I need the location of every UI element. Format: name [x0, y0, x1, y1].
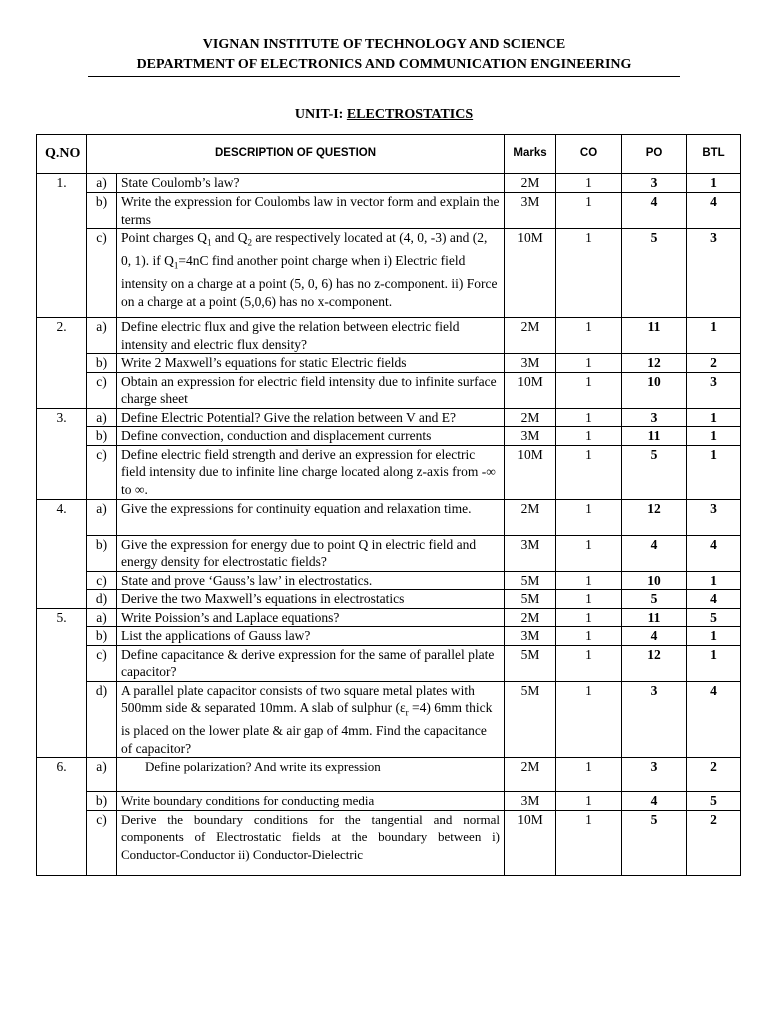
table-row — [37, 681, 741, 758]
btl-cell: 4 — [687, 535, 741, 571]
marks-cell: 2M — [505, 174, 556, 193]
marks-cell: 2M — [505, 608, 556, 627]
co-cell: 1 — [556, 792, 622, 811]
marks-cell: 3M — [505, 193, 556, 229]
sub-label: d) — [87, 590, 117, 609]
marks-cell: 2M — [505, 408, 556, 427]
po-cell: 3 — [622, 174, 687, 193]
table-row — [37, 372, 741, 408]
sub-label: b) — [87, 792, 117, 811]
po-cell: 3 — [622, 408, 687, 427]
co-cell: 1 — [556, 758, 622, 792]
po-cell: 5 — [622, 229, 687, 318]
btl-cell: 2 — [687, 354, 741, 373]
co-cell: 1 — [556, 372, 622, 408]
table-row — [37, 193, 741, 229]
question-text: Obtain an expression for electric field intensity due to infinite surface charge sheet — [117, 372, 505, 408]
marks-cell: 10M — [505, 810, 556, 875]
sub-label: a) — [87, 318, 117, 354]
subscript: 2 — [247, 237, 252, 248]
co-cell: 1 — [556, 645, 622, 681]
sub-label: a) — [87, 758, 117, 792]
po-cell: 5 — [622, 810, 687, 875]
sub-label: c) — [87, 810, 117, 875]
unit-name: ELECTROSTATICS — [346, 107, 474, 122]
table-row — [37, 535, 741, 571]
btl-cell: 1 — [687, 645, 741, 681]
co-cell: 1 — [556, 608, 622, 627]
sub-label: c) — [87, 445, 117, 499]
co-cell: 1 — [556, 571, 622, 590]
question-number: 3. — [37, 408, 87, 499]
co-cell: 1 — [556, 354, 622, 373]
sub-label: c) — [87, 229, 117, 318]
btl-cell: 4 — [687, 590, 741, 609]
po-cell: 4 — [622, 792, 687, 811]
question-text: Derive the boundary conditions for the tangential and normal components of Electrostatic fields at the boundary between i) Conductor-Conductor ii) Conductor-Dielectric — [117, 810, 505, 875]
po-cell: 5 — [622, 590, 687, 609]
table-row — [37, 174, 741, 193]
header-divider — [88, 76, 680, 77]
btl-cell: 4 — [687, 193, 741, 229]
marks-cell: 3M — [505, 792, 556, 811]
table-row — [37, 408, 741, 427]
btl-cell: 5 — [687, 792, 741, 811]
sub-label: b) — [87, 193, 117, 229]
table-row — [37, 627, 741, 646]
sub-label: c) — [87, 645, 117, 681]
co-cell: 1 — [556, 445, 622, 499]
sub-label: a) — [87, 499, 117, 535]
subscript: 1 — [207, 237, 212, 248]
question-text: Derive the two Maxwell’s equations in electrostatics — [117, 590, 505, 609]
sub-label: a) — [87, 174, 117, 193]
question-number: 6. — [37, 758, 87, 876]
po-cell: 11 — [622, 608, 687, 627]
question-text: Give the expression for energy due to point Q in electric field and energy density for electrostatic fields? — [117, 535, 505, 571]
po-cell: 11 — [622, 427, 687, 446]
co-cell: 1 — [556, 681, 622, 758]
table-row — [37, 571, 741, 590]
po-cell: 10 — [622, 372, 687, 408]
btl-cell: 1 — [687, 318, 741, 354]
question-text: State and prove ‘Gauss’s law’ in electrostatics. — [117, 571, 505, 590]
sub-label: b) — [87, 535, 117, 571]
marks-cell: 5M — [505, 571, 556, 590]
table-row — [37, 427, 741, 446]
subscript: r — [405, 707, 409, 718]
table-row — [37, 229, 741, 318]
header-qno: Q.NO — [37, 135, 87, 174]
btl-cell: 1 — [687, 445, 741, 499]
question-text: Give the expressions for continuity equation and relaxation time. — [117, 499, 505, 535]
co-cell: 1 — [556, 318, 622, 354]
sub-label: c) — [87, 571, 117, 590]
header-btl: BTL — [687, 135, 741, 174]
co-cell: 1 — [556, 174, 622, 193]
btl-cell: 5 — [687, 608, 741, 627]
question-text: Define Electric Potential? Give the relation between V and E? — [117, 408, 505, 427]
marks-cell: 2M — [505, 758, 556, 792]
table-row — [37, 445, 741, 499]
btl-cell: 1 — [687, 408, 741, 427]
question-number: 5. — [37, 608, 87, 758]
po-cell: 4 — [622, 627, 687, 646]
table-row — [37, 758, 741, 792]
department-name: DEPARTMENT OF ELECTRONICS AND COMMUNICATION ENGINEERING — [136, 57, 632, 72]
table-row — [37, 608, 741, 627]
unit-title — [0, 107, 768, 123]
table-row — [37, 354, 741, 373]
po-cell: 10 — [622, 571, 687, 590]
btl-cell: 3 — [687, 229, 741, 318]
header-description: DESCRIPTION OF QUESTION — [87, 135, 505, 174]
table-row — [37, 499, 741, 535]
marks-cell: 3M — [505, 427, 556, 446]
text-part: Point charges Q — [121, 230, 207, 245]
question-text: Write Poission’s and Laplace equations? — [117, 608, 505, 627]
table-row — [37, 792, 741, 811]
marks-cell: 2M — [505, 499, 556, 535]
po-cell: 12 — [622, 499, 687, 535]
text-part: are respectively located at (4, 0, -3) and (2, 0, 1). if Q — [121, 230, 488, 269]
question-text: Write 2 Maxwell’s equations for static Electric fields — [117, 354, 505, 373]
table-row — [37, 645, 741, 681]
question-text — [117, 681, 505, 758]
question-text: Define electric field strength and derive an expression for electric field intensity due to infinite line charge located along z-axis from -∞ to ∞. — [117, 445, 505, 499]
co-cell: 1 — [556, 535, 622, 571]
btl-cell: 1 — [687, 571, 741, 590]
co-cell: 1 — [556, 427, 622, 446]
question-text: Define capacitance & derive expression for the same of parallel plate capacitor? — [117, 645, 505, 681]
text-part: A parallel plate capacitor consists of two square metal plates with 500mm side & separated 10mm. A slab of sulphur (ε — [121, 682, 475, 715]
text-part: =4nC find another point charge when i) Electric field intensity on a charge at a point (5, 0, 6) has no z-component. ii) Force on a charge at a point (5,0,6) has no x-component. — [121, 253, 498, 309]
po-cell: 12 — [622, 645, 687, 681]
marks-cell: 5M — [505, 645, 556, 681]
question-text: Define electric flux and give the relation between electric field intensity and electric flux density? — [117, 318, 505, 354]
btl-cell: 3 — [687, 499, 741, 535]
question-text: Write the expression for Coulombs law in vector form and explain the terms — [117, 193, 505, 229]
table-row — [37, 590, 741, 609]
question-text: State Coulomb’s law? — [117, 174, 505, 193]
marks-cell: 3M — [505, 535, 556, 571]
btl-cell: 3 — [687, 372, 741, 408]
marks-cell: 10M — [505, 445, 556, 499]
co-cell: 1 — [556, 229, 622, 318]
marks-cell: 5M — [505, 590, 556, 609]
question-text: Define convection, conduction and displacement currents — [117, 427, 505, 446]
btl-cell: 4 — [687, 681, 741, 758]
table-row — [37, 810, 741, 875]
po-cell: 5 — [622, 445, 687, 499]
question-text: Define polarization? And write its expression — [117, 758, 505, 792]
header-co: CO — [556, 135, 622, 174]
po-cell: 12 — [622, 354, 687, 373]
marks-cell: 3M — [505, 627, 556, 646]
po-cell: 4 — [622, 193, 687, 229]
btl-cell: 1 — [687, 427, 741, 446]
sub-label: a) — [87, 408, 117, 427]
marks-cell: 10M — [505, 372, 556, 408]
institute-name: VIGNAN INSTITUTE OF TECHNOLOGY AND SCIENCE — [202, 37, 566, 52]
po-cell: 11 — [622, 318, 687, 354]
question-number: 4. — [37, 499, 87, 608]
btl-cell: 1 — [687, 174, 741, 193]
marks-cell: 10M — [505, 229, 556, 318]
question-number: 2. — [37, 318, 87, 409]
subscript: 1 — [173, 260, 179, 271]
co-cell: 1 — [556, 499, 622, 535]
sub-label: a) — [87, 608, 117, 627]
sub-label: d) — [87, 681, 117, 758]
co-cell: 1 — [556, 193, 622, 229]
btl-cell: 2 — [687, 810, 741, 875]
po-cell: 3 — [622, 681, 687, 758]
sub-label: b) — [87, 354, 117, 373]
marks-cell: 2M — [505, 318, 556, 354]
table-header-row — [37, 135, 741, 174]
question-text: List the applications of Gauss law? — [117, 627, 505, 646]
question-text — [117, 229, 505, 318]
table-row — [37, 318, 741, 354]
marks-cell: 3M — [505, 354, 556, 373]
text-part: and Q — [211, 230, 248, 245]
po-cell: 4 — [622, 535, 687, 571]
btl-cell: 2 — [687, 758, 741, 792]
question-number: 1. — [37, 174, 87, 318]
co-cell: 1 — [556, 627, 622, 646]
co-cell: 1 — [556, 590, 622, 609]
header-marks: Marks — [505, 135, 556, 174]
po-cell: 3 — [622, 758, 687, 792]
question-text: Write boundary conditions for conducting media — [117, 792, 505, 811]
question-table — [36, 134, 741, 876]
header-po: PO — [622, 135, 687, 174]
sub-label: b) — [87, 627, 117, 646]
marks-cell: 5M — [505, 681, 556, 758]
co-cell: 1 — [556, 810, 622, 875]
sub-label: c) — [87, 372, 117, 408]
sub-label: b) — [87, 427, 117, 446]
btl-cell: 1 — [687, 627, 741, 646]
co-cell: 1 — [556, 408, 622, 427]
unit-prefix: UNIT-I: — [294, 107, 344, 122]
text-part: =4) 6mm thick is placed on the lower plate & air gap of 4mm. Find the capacitance of capacitor? — [121, 700, 493, 756]
